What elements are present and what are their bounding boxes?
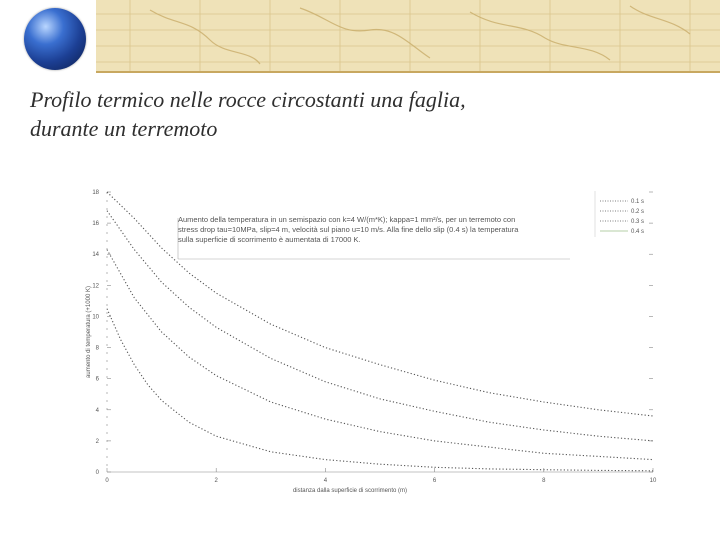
chart-annotation bbox=[178, 215, 570, 259]
legend-label: 0.3 s bbox=[631, 219, 645, 225]
series-line bbox=[107, 309, 653, 471]
x-tick-label: 4 bbox=[323, 478, 328, 484]
y-tick-label: 14 bbox=[92, 252, 99, 259]
y-tick-label: 10 bbox=[92, 314, 99, 321]
legend-label: 0.4 s bbox=[631, 229, 645, 235]
y-tick-label: 2 bbox=[95, 438, 99, 445]
annotation-line: Aumento della temperatura in un semispazio con k=4 W/(m*K); kappa=1 mm²/s, per un terremoto con bbox=[178, 215, 516, 224]
annotation-line: sulla superficie di scorrimento è aumentata di 17000 K. bbox=[178, 235, 361, 244]
y-tick-label: 12 bbox=[92, 283, 99, 290]
y-tick-label: 6 bbox=[95, 376, 99, 383]
y-tick-label: 4 bbox=[95, 407, 99, 414]
x-axis-title: distanza dalla superficie di scorrimento (m) bbox=[292, 488, 408, 494]
x-tick-label: 2 bbox=[214, 478, 218, 484]
chart-legend bbox=[595, 191, 644, 237]
legend-label: 0.1 s bbox=[631, 199, 645, 205]
y-tick-label: 0 bbox=[95, 470, 99, 476]
chart-axes bbox=[107, 192, 653, 472]
annotation-line: stress drop tau=10MPa, slip=4 m, velocità sul piano u=10 m/s. Alla fine dello slip (0.4 s) la temperatura bbox=[178, 225, 519, 234]
x-tick-label: 0 bbox=[105, 478, 109, 484]
slide-title-line-2: durante un terremoto bbox=[30, 116, 218, 141]
y-axis-title: aumento di temperatura (+1000 K) bbox=[86, 286, 92, 378]
y-tick-label: 18 bbox=[92, 190, 99, 196]
x-tick-label: 10 bbox=[649, 478, 657, 484]
y-tick-label: 8 bbox=[95, 345, 99, 352]
chart-ticks bbox=[86, 190, 657, 494]
series-line bbox=[107, 250, 653, 460]
x-tick-label: 6 bbox=[432, 478, 437, 484]
y-tick-label: 16 bbox=[92, 221, 99, 228]
legend-label: 0.2 s bbox=[631, 209, 645, 215]
slide-title-line-1: Profilo termico nelle rocce circostanti una faglia, bbox=[30, 87, 466, 112]
x-tick-label: 8 bbox=[542, 478, 546, 484]
